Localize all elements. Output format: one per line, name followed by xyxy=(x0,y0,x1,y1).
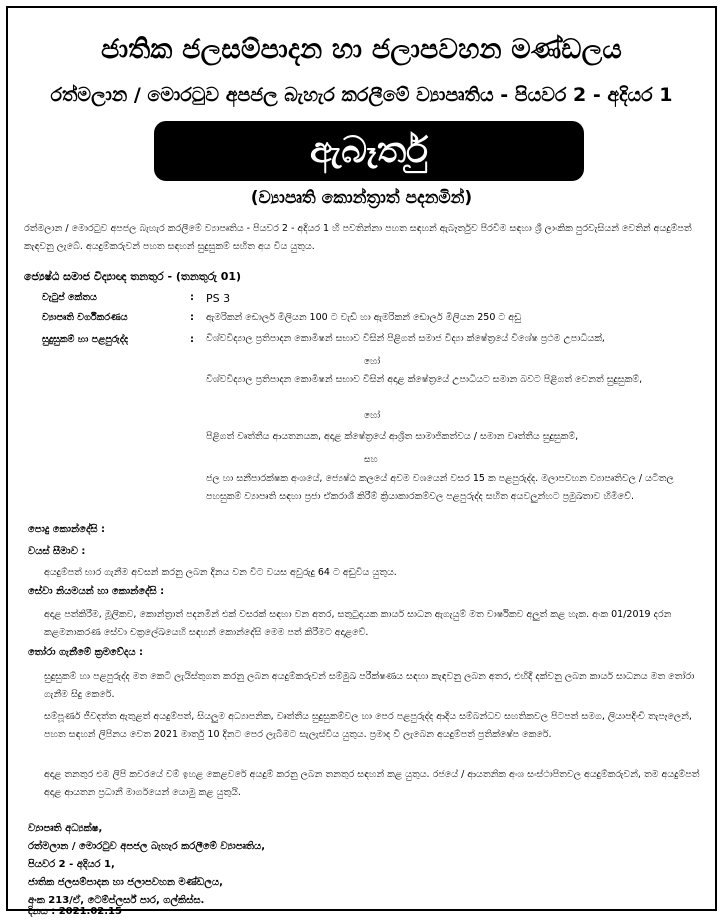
selection-method-heading: තෝරා ගැනීමේ ක්‍රමවේදය : xyxy=(28,647,143,658)
qualification-3: පිළිගත් වෘත්තීය ආයතනයක, අදාළ ක්ෂේත්‍රයේ ආශ්‍රිත සාමාජිකත්වය / සමාන වෘත්තීය සුදුසුකම්, xyxy=(206,431,579,442)
contract-subtitle: (ව්‍යාපෘති කොන්ත්‍රාත් පදනමින්) xyxy=(250,188,473,208)
qualification-4: ජල හා සනීපාරක්ෂක අංශයේ, ජ්‍යෙෂ්ඨ කලයේ අවම වශයෙන් වසර 15 ක පළපුරුද්ද. මලාපවහන ව්‍යාපෘතිවල / යටිතල පහසුකම් ව්‍යාපෘති සඳහා ප්‍රජා ඒකරාශී කිරීම් ක්‍රියාකාරකම්වල පළපුරුද්ද සහිත අයවලුන්හට ප්‍රමුඛතාව හිමිවේ. xyxy=(206,473,674,502)
or-separator: හෝ xyxy=(364,411,381,421)
age-limit-text: අයදුම්පත් භාර ගැනීම අවසන් කරනු ලබන දිනය වන විට වයස අවුරුදු 64 ට අඩුවිය යුතුය. xyxy=(44,567,397,578)
colon: : xyxy=(190,334,194,345)
signatory-title: ව්‍යාපෘති අධ්‍යක්ෂ, xyxy=(28,823,103,834)
service-conditions-heading: සේවා නියමයන් හා කොන්දේසි : xyxy=(28,586,165,597)
age-limit-heading: වයස් සීමාව : xyxy=(28,546,86,557)
vacancy-label: ඇබෑර්තු xyxy=(309,130,428,171)
intro-paragraph: රත්මලාන / මොරටුව අපජල බැහැර කරලීමේ ව්‍යාපෘතිය - පියවර 2 - අදියර 1 හි පවතින්නා පහත සඳහන් ඇබෑර්තුව පිරවීම සඳහා ශ්‍රී ලාංකික පුරවැසියන් වෙතින් අයදුම්පත් කැඳවනු ලැබේ. අයදුම්කරුවන් පහත සඳහන් සුදුසුකම් සහිත අය විය යුතුය. xyxy=(24,223,692,252)
date-line: දිනය : 2021.02.15 xyxy=(28,906,122,917)
selection-paragraph-2: සම්පූර්ණ ජීවදත්ත ඇතුළත් අයදුම්පත්, සියලුම අධ්‍යාපනික, වෘත්තීය සුදුසුකම්වල හා පෙර පළපුරුද්ද ආදිය සම්බන්ධව සහතිකවල පිටපත් සමග, ලියාපදිංචි තැපෑලෙන්, පහත සඳහන් ලිපිනය වෙත 2021 මාර්තු 10 දිනට පෙර ලැබීමට සැලැස්විය යුතුය. ප්‍රමාද වී ලැබෙන අයදුම්පත් ප්‍රතික්ෂේප කෙරේ. xyxy=(44,711,692,740)
project-category-value: ඇමරිකන් ඩොලර් මිලියන 100 ට වැඩි හා ඇමරිකන් ඩොලර් මිලියන 250 ට අඩු xyxy=(206,312,522,323)
selection-paragraph-3: අදාළ තනතුර එම ලිපි කවරයේ වම් ඉහළ කෙළවරේ අයදුම් කරනු ලබන තනතුර සඳහන් කළ යුතුය. රජයේ / ආයතනික අංශ සංස්ථාපිතවල අයදුම්කරුවන්, තම අයදුම්පත් අදාළ ආයතන ප්‍රධානී මාර්ගයෙන් යොමු කළ යුතුයි. xyxy=(44,769,700,798)
signatory-address: අංක 213/ඒ, ටෙම්ප්ලර්ස් පාර, ගල්කිස්ස. xyxy=(28,895,205,906)
project-category-label: ව්‍යාපෘති වර්ගීකරණය xyxy=(42,312,128,323)
post-title: ජ්‍යෙෂ්ඨ සමාජ විද්‍යාඥ තනතුර - (තනතුරු 01) xyxy=(24,270,242,283)
qualification-2: විශ්වවිද්‍යාල ප්‍රතිපාදන කොමිෂන් සභාව විසින් අදාළ ක්ෂේත්‍රයේ උපාධියට සමාන බවට පිළිගත් වෙනත් සුදුසුකම්, xyxy=(206,374,643,385)
and-separator: සහ xyxy=(364,455,378,465)
signatory-organization: ජාතික ජලසම්පාදන හා ජලාපවහන මණ්ඩලය, xyxy=(28,877,223,888)
selection-paragraph-1: සුදුසුකම් හා පළපුරුද්ද මත කෙටි ලැයිස්තුගත කරනු ලබන අයදුම්කරුවන් සම්මුඛ පරීක්ෂණය සඳහා කැඳවනු ලබන අතර, එහිදී දක්වනු ලබන කාර්ය සාධනය මත තෝරා ගැනීම සිදු කෙරේ. xyxy=(44,671,695,700)
general-conditions-heading: පොදු කොන්දේසි : xyxy=(28,524,106,535)
qualifications-label: සුදුසුකම් හා පළපුරුද්ද xyxy=(42,334,129,345)
vacancy-banner xyxy=(154,121,584,181)
or-separator: හෝ xyxy=(364,357,381,367)
salary-code-value: PS 3 xyxy=(206,292,231,305)
signatory-phase: පියවර 2 - අදියර 1, xyxy=(28,859,115,870)
advertisement-page xyxy=(6,6,717,917)
salary-code-label: වැටුප් කේතය xyxy=(42,292,97,303)
project-title: රත්මලාන / මොරටුව අපජල බැහැර කරලීමේ ව්‍යාපෘතිය - පියවර 2 - අදියර 1 xyxy=(50,84,673,106)
colon: : xyxy=(190,292,194,303)
signatory-project: රත්මලාන / මොරටුව අපජල බැහැර කරලීමේ ව්‍යාපෘතිය, xyxy=(28,841,266,852)
qualification-1: විශ්වවිද්‍යාල ප්‍රතිපාදන කොමිෂන් සභාව විසින් පිළිගත් සමාජ විද්‍යා ක්ෂේත්‍රයේ විශේෂ ප්‍රථම උපාධියක්, xyxy=(206,333,605,344)
organization-title: ජාතික ජලසම්පාදන හා ජලාපවහන මණ්ඩලය xyxy=(100,34,623,65)
colon: : xyxy=(190,312,194,323)
service-conditions-text: අදාළ පත්කිරීම, මූලිකව, කොන්ත්‍රාත් පදනමින් එක් වසරක් සඳහා වන අතර, සතුටුදායක කාර්ය සාධන ඇගැයුම් මත වාර්ෂිකව අලුත් කළ හැක. අංක 01/2019 දරන කළමනාකරණ සේවා චක්‍රලේඛයෙහි සඳහන් කොන්දේසි මෙම පත් කිරීමට අදාළවේ. xyxy=(44,609,672,638)
